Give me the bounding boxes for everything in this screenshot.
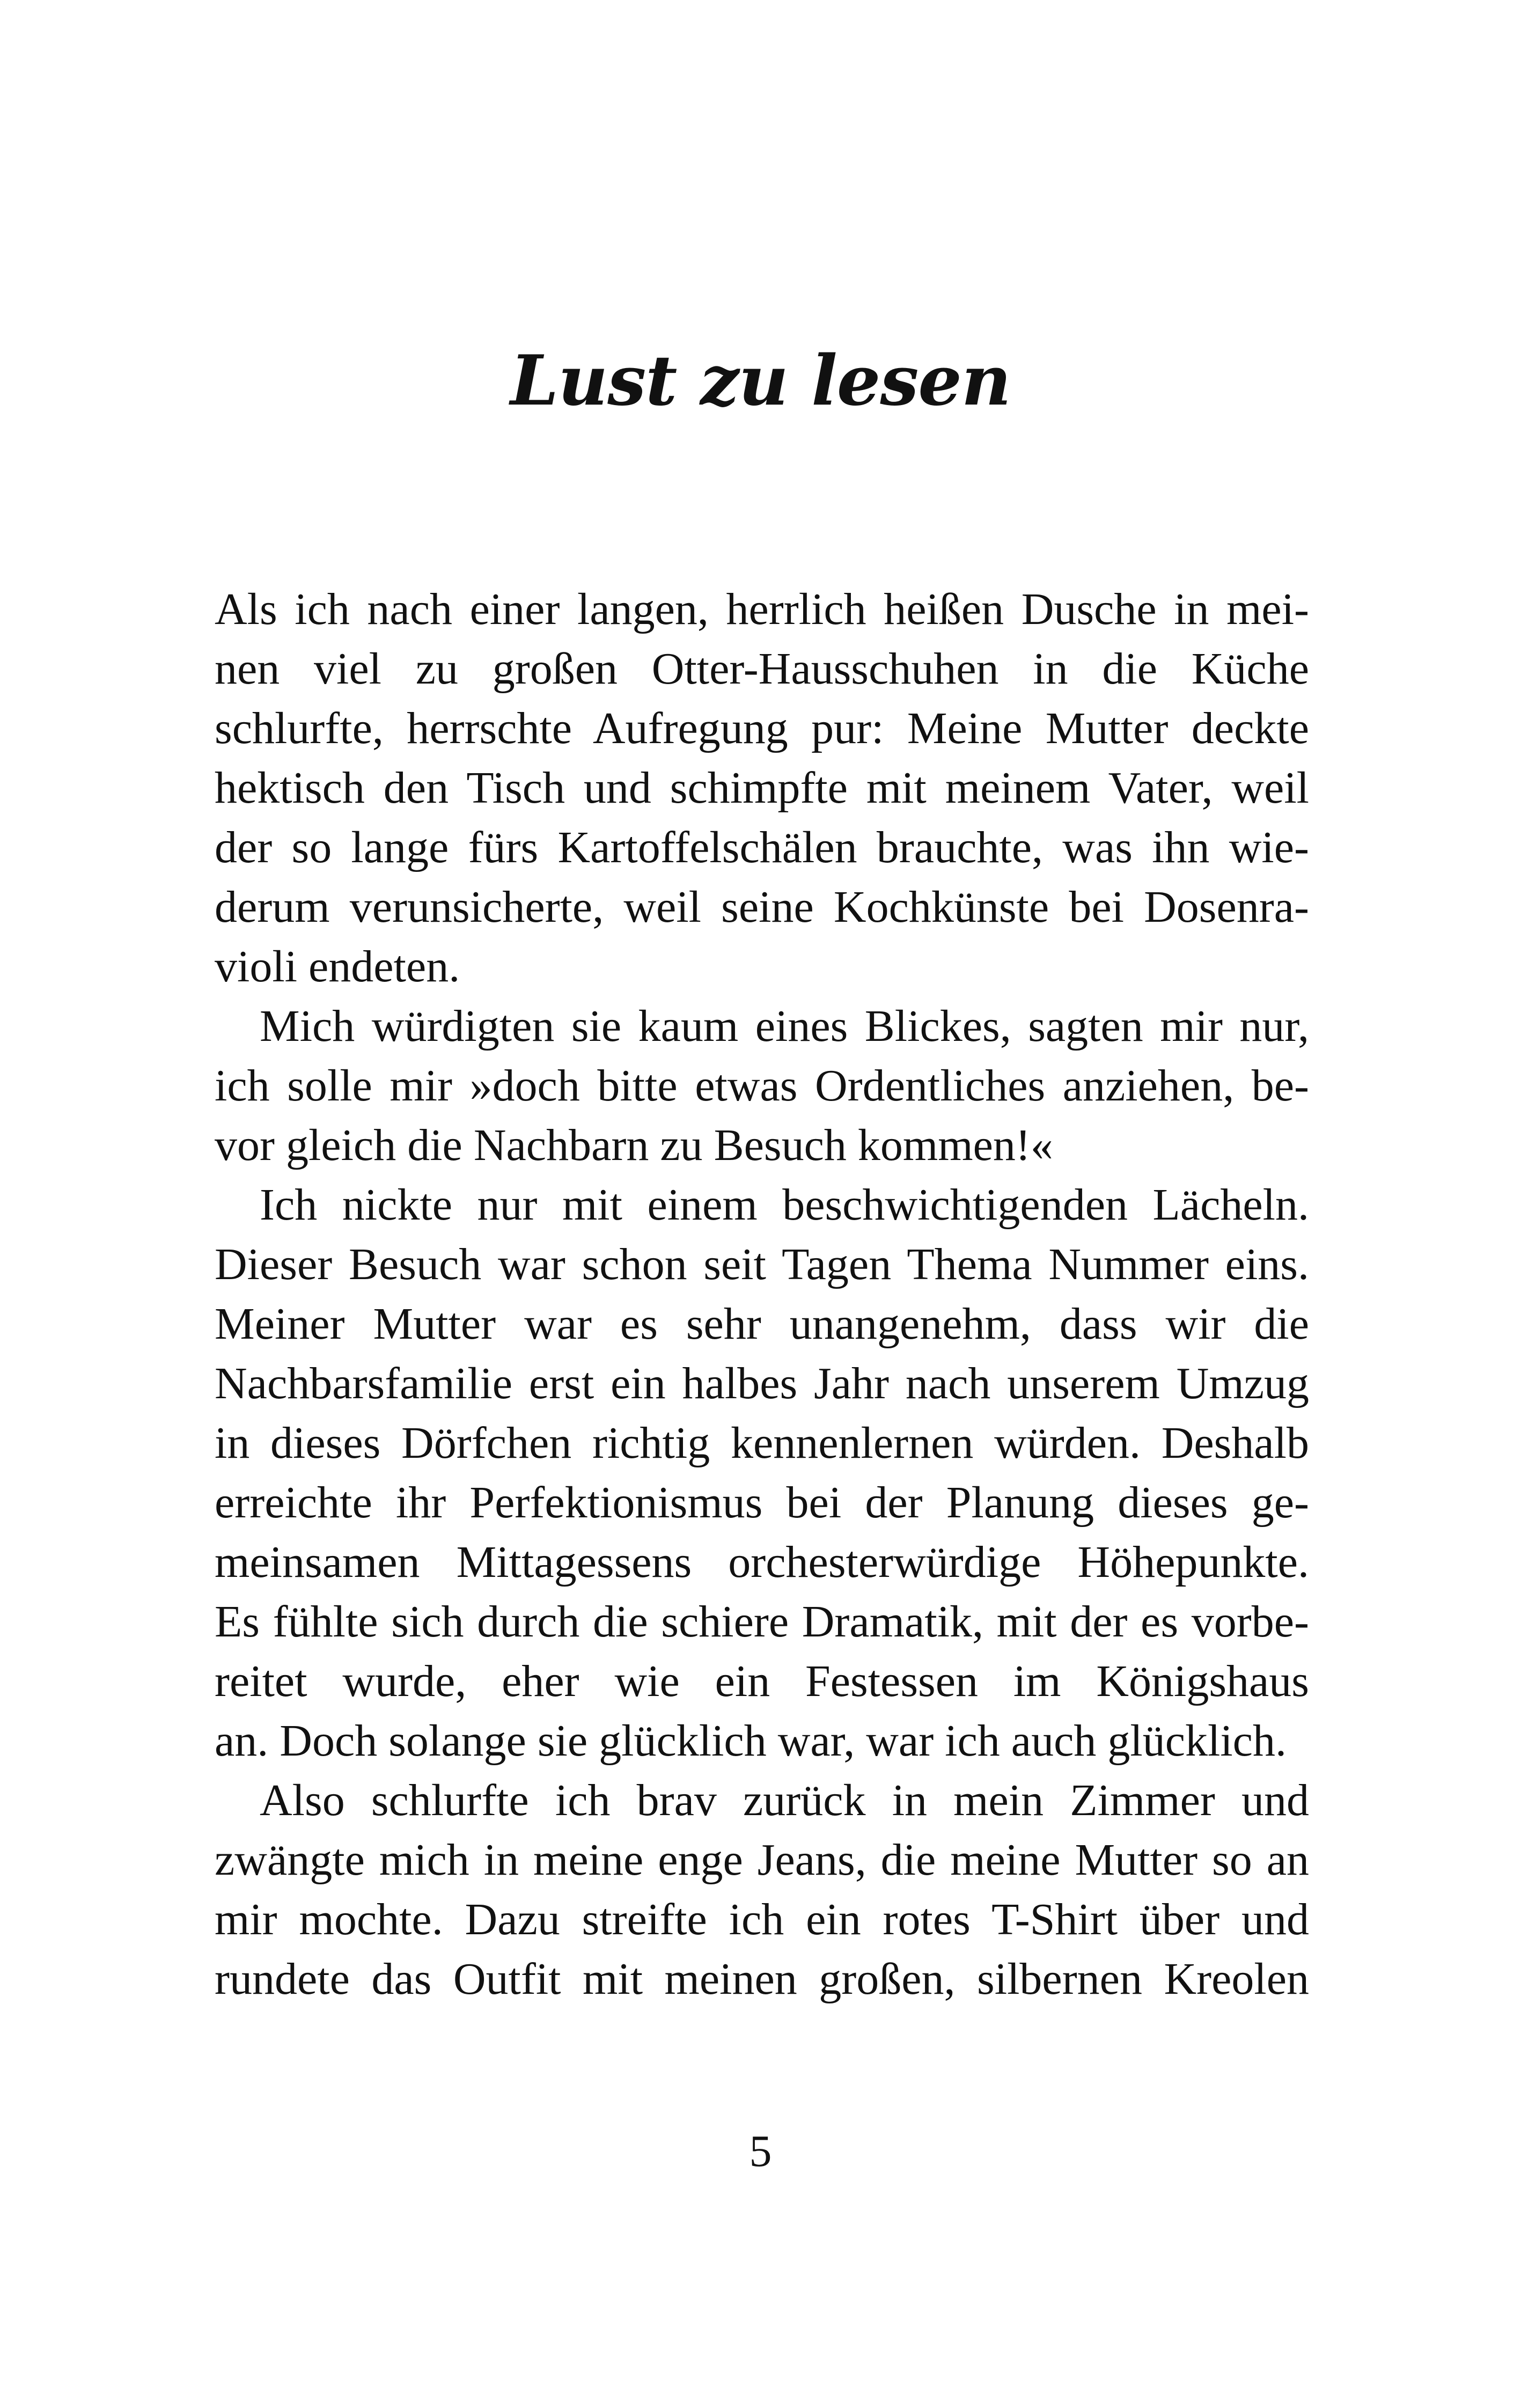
text-line: Nachbarsfamilie erst ein halbes Jahr nach unserem Umzug bbox=[215, 1359, 1309, 1408]
text-line: in dieses Dörfchen richtig kennenlernen würden. Deshalb bbox=[215, 1418, 1309, 1468]
body-text bbox=[215, 579, 1309, 2009]
text-line: Mich würdigten sie kaum eines Blickes, sagten mir nur, bbox=[260, 1001, 1309, 1051]
text-line: zwängte mich in meine enge Jeans, die meine Mutter so an bbox=[215, 1835, 1309, 1885]
text-line: mir mochte. Dazu streifte ich ein rotes T-Shirt über und bbox=[215, 1895, 1309, 1944]
text-line: derum verunsicherte, weil seine Kochkünste bei Dosenra- bbox=[215, 882, 1309, 932]
paragraph-1 bbox=[215, 579, 1309, 996]
text-line: schlurfte, herrschte Aufregung pur: Meine Mutter deckte bbox=[215, 703, 1309, 753]
text-line: ich solle mir »doch bitte etwas Ordentliches anziehen, be- bbox=[215, 1061, 1309, 1111]
text-line: Dieser Besuch war schon seit Tagen Thema Nummer eins. bbox=[215, 1239, 1309, 1289]
chapter-title: Lust zu lesen bbox=[510, 341, 1011, 421]
text-line: hektisch den Tisch und schimpfte mit meinem Vater, weil bbox=[215, 763, 1309, 813]
text-line: nen viel zu großen Otter-Hausschuhen in die Küche bbox=[215, 644, 1309, 694]
text-line: Ich nickte nur mit einem beschwichtigenden Lächeln. bbox=[260, 1180, 1309, 1230]
text-line: rundete das Outfit mit meinen großen, silbernen Kreolen bbox=[215, 1954, 1309, 2004]
text-line: Also schlurfte ich brav zurück in mein Zimmer und bbox=[260, 1775, 1309, 1825]
paragraph-2 bbox=[215, 996, 1309, 1175]
text-line: Meiner Mutter war es sehr unangenehm, dass wir die bbox=[215, 1299, 1309, 1349]
text-line: reitet wurde, eher wie ein Festessen im Königshaus bbox=[215, 1656, 1309, 1706]
page-number: 5 bbox=[749, 2126, 772, 2176]
paragraph-3 bbox=[215, 1175, 1309, 1771]
text-line: an. Doch solange sie glücklich war, war ich auch glücklich. bbox=[215, 1716, 1287, 1766]
text-line: vor gleich die Nachbarn zu Besuch kommen!« bbox=[215, 1120, 1053, 1170]
text-line: Es fühlte sich durch die schiere Dramatik, mit der es vorbe- bbox=[215, 1597, 1309, 1647]
text-line: Als ich nach einer langen, herrlich heißen Dusche in mei- bbox=[215, 584, 1309, 634]
text-line: violi endeten. bbox=[215, 942, 460, 992]
text-line: meinsamen Mittagessens orchesterwürdige Höhepunkte. bbox=[215, 1537, 1309, 1587]
text-line: der so lange fürs Kartoffelschälen brauchte, was ihn wie- bbox=[215, 823, 1309, 872]
text-line: erreichte ihr Perfektionismus bei der Planung dieses ge- bbox=[215, 1478, 1309, 1528]
paragraph-4 bbox=[215, 1771, 1309, 2009]
